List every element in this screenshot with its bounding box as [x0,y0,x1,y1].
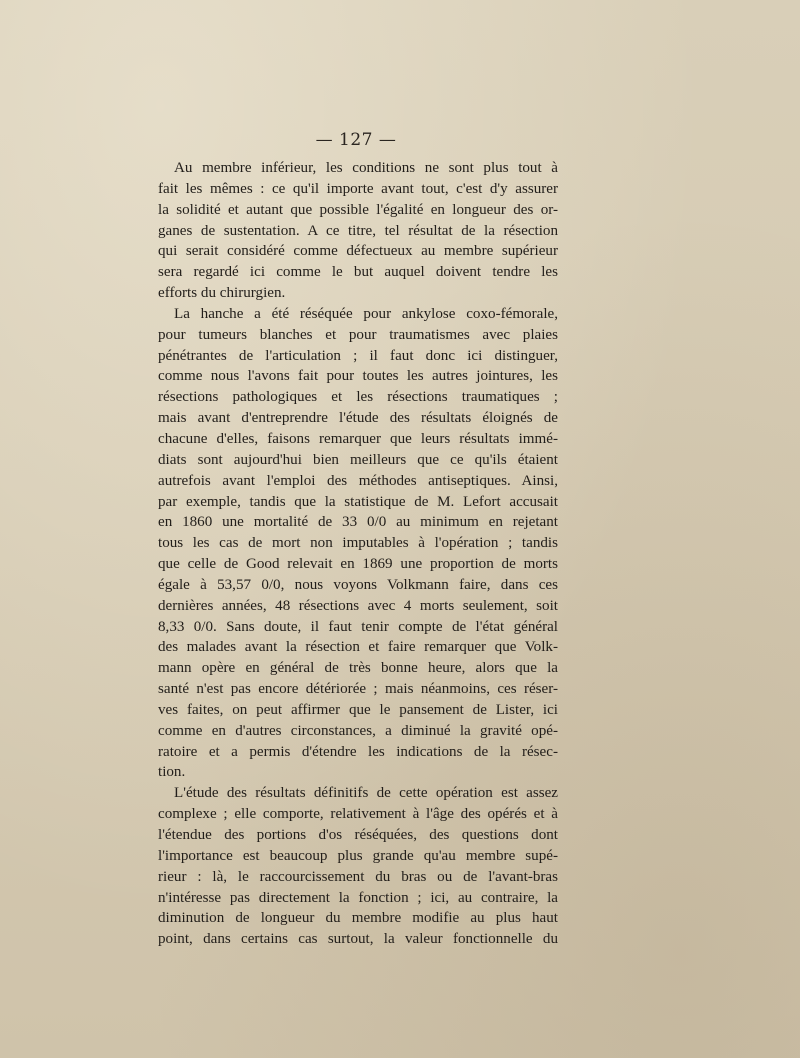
text-line: rieur : là, le raccourcissement du bras ou de l'avant-bras [158,868,558,885]
body-text [158,158,558,950]
text-line: ganes de sustentation. A ce titre, tel résultat de la résection [158,222,558,239]
text-line: La hanche a été réséquée pour ankylose coxo-fémorale, [174,305,558,322]
text-line: pour tumeurs blanches et pour traumatismes avec plaies [158,326,558,343]
text-line: par exemple, tandis que la statistique de M. Lefort accusait [158,493,558,510]
text-line: égale à 53,57 0/0, nous voyons Volkmann faire, dans ces [158,576,558,593]
text-line: Au membre inférieur, les conditions ne sont plus tout à [174,160,558,176]
text-line: des malades avant la résection et faire remarquer que Volk- [158,639,558,656]
text-line: la solidité et autant que possible l'égalité en longueur des or- [158,201,558,218]
text-line: l'importance est beaucoup plus grande qu'au membre supé- [158,847,558,864]
text-line: que celle de Good relevait en 1869 une proportion de morts [158,556,558,573]
text-line: n'intéresse pas directement la fonction ; ici, au contraire, la [158,889,558,906]
text-line: comme nous l'avons fait pour toutes les autres jointures, les [158,368,558,385]
text-line: pénétrantes de l'articulation ; il faut donc ici distinguer, [158,347,558,364]
text-line: résections pathologiques et les résections traumatiques ; [158,389,558,406]
text-line: ves faites, on peut affirmer que le pansement de Lister, ici [158,701,558,718]
text-line: santé n'est pas encore détériorée ; mais néanmoins, ces réser- [158,681,558,698]
text-line: comme en d'autres circonstances, a diminué la gravité opé- [158,722,558,739]
text-line: dernières années, 48 résections avec 4 morts seulement, soit [158,597,558,614]
text-line: tous les cas de mort non imputables à l'opération ; tandis [158,535,558,552]
text-line: sera regardé ici comme le but auquel doivent tendre les [158,264,558,281]
text-line: complexe ; elle comporte, relativement à l'âge des opérés et à [158,806,558,823]
text-line: autrefois avant l'emploi des méthodes antiseptiques. Ainsi, [158,472,558,489]
text-line: L'étude des résultats définitifs de cette opération est assez [174,785,558,802]
paragraph-1 [158,158,558,304]
text-line: mais avant d'entreprendre l'étude des résultats éloignés de [158,410,558,427]
text-line: diats sont aujourd'hui bien meilleurs que ce qu'ils étaient [158,451,558,468]
text-line: efforts du chirurgien. [158,285,286,302]
text-line: qui serait considéré comme défectueux au membre supérieur [158,243,558,260]
text-line: ratoire et a permis d'étendre les indications de la résec- [158,743,558,760]
text-line: 8,33 0/0. Sans doute, il faut tenir compte de l'état général [158,618,558,635]
text-line: chacune d'elles, faisons remarquer que leurs résultats immé- [158,430,558,447]
text-line: fait les mêmes : ce qu'il importe avant tout, c'est d'y assurer [158,180,558,197]
text-line: tion. [158,764,186,781]
paragraph-3 [158,783,558,950]
page-number: — 127 — [315,130,397,150]
text-line: diminution de longueur du membre modifie au plus haut [158,910,558,927]
paragraph-2 [158,304,558,783]
text-line: point, dans certains cas surtout, la valeur fonctionnelle du [158,931,558,948]
text-line: l'étendue des portions d'os réséquées, des questions dont [158,827,558,843]
text-line: en 1860 une mortalité de 33 0/0 au minimum en rejetant [158,514,558,531]
text-line: mann opère en général de très bonne heure, alors que la [158,660,558,677]
